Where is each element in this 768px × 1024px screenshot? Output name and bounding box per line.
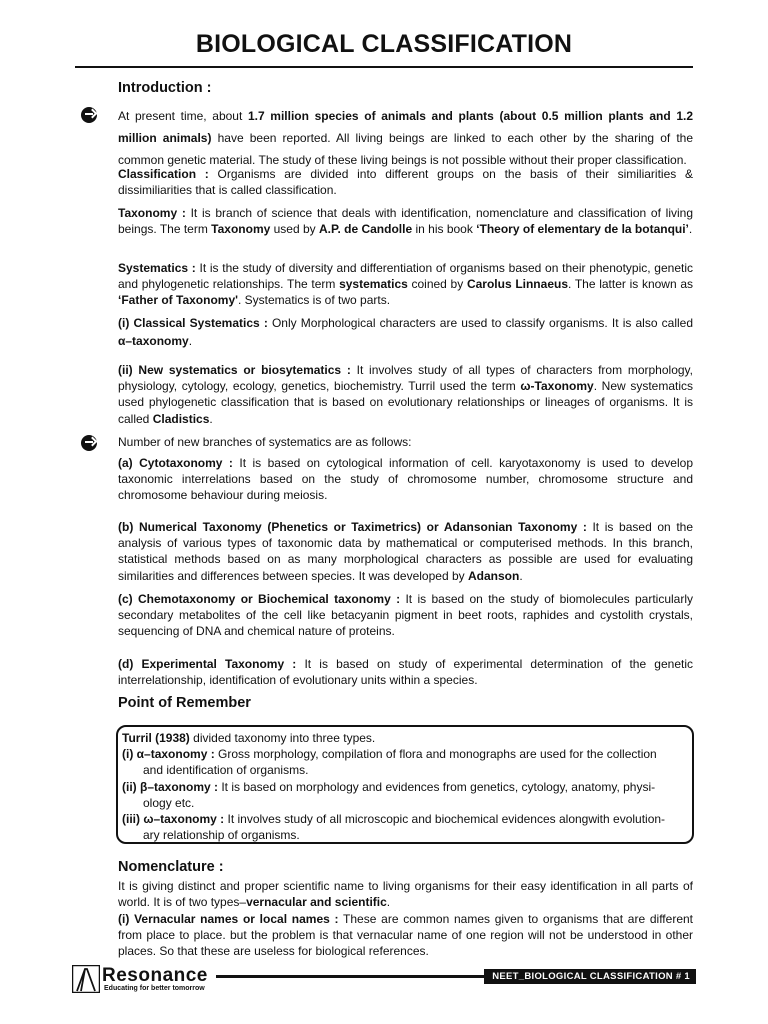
remember-intro: Turril (1938) divided taxonomy into three types.: [122, 731, 376, 745]
page-title: BIOLOGICAL CLASSIFICATION: [195, 30, 573, 58]
point-of-remember-heading: Point of Remember: [118, 695, 251, 711]
brand-name: Resonance: [102, 965, 208, 986]
brand-tagline: Educating for better tomorrow: [104, 985, 205, 992]
beta-taxonomy-item-cont: ology etc.: [143, 795, 195, 810]
new-systematics-paragraph: (ii) New systematics or biosytematics : It involves study of all types of characters from morphology, physiology, cytology, ecology, genetics, biochemistry. Turril used the term ω-Taxonomy. New systematics used phylogenetic classification that is based on evolutionary relationships or lineages of organisms. It is called Cladistics.: [118, 363, 693, 426]
remember-box: [116, 725, 694, 844]
page-footer: [72, 965, 696, 995]
experimental-taxonomy-paragraph: (d) Experimental Taxonomy : It is based on study of experimental determination of the genetic interrelationship, identification of evolutionary units within a species.: [118, 657, 693, 688]
branches-intro: Number of new branches of systematics are as follows:: [118, 435, 412, 449]
title-divider: [75, 66, 693, 68]
page-label: NEET_BIOLOGICAL CLASSIFICATION # 1: [484, 969, 696, 984]
resonance-logo-icon: [72, 965, 100, 993]
omega-taxonomy-item-cont: ary relationship of organisms.: [143, 828, 300, 843]
introduction-section: [118, 105, 693, 171]
systematics-paragraph: Systematics : It is the study of diversity and differentiation of organisms based on their phenotypic, genetic and phylogenetic relationships. The term systematics coined by Carolus Linnaeus. The latter is known as ‘Father of Taxonomy'. Systematics is of two parts.: [118, 261, 694, 308]
nomenclature-heading: Nomenclature :: [118, 859, 224, 875]
numerical-taxonomy-paragraph: (b) Numerical Taxonomy (Phenetics or Taximetrics) or Adansonian Taxonomy : It is based on the analysis of various types of taxonomic data by mathematical or computerised methods. In this branch, statistical methods based on as many morphological characters as possible are used for evaluating similarities and differences between species. It was developed by Adanson.: [118, 520, 693, 583]
taxonomy-paragraph: Taxonomy : It is branch of science that deals with identification, nomenclature and classification of living beings. The term Taxonomy used by A.P. de Candolle in his book ‘Theory of elementary de la botanqui’.: [118, 206, 694, 237]
alpha-taxonomy-item-cont: and identification of organisms.: [143, 763, 309, 778]
classical-systematics-paragraph: (i) Classical Systematics : Only Morphological characters are used to classify organisms. It is also called α–taxonomy.: [118, 316, 694, 348]
arrow-circle-icon: [81, 107, 97, 123]
beta-taxonomy-item: (ii) β–taxonomy : It is based on morphology and evidences from genetics, cytology, anatomy, physi-: [122, 779, 656, 794]
classification-paragraph: Classification : Organisms are divided into different groups on the basis of their similiarities & dissimiliarities that is called classification.: [118, 167, 693, 198]
vernacular-names-paragraph: (i) Vernacular names or local names : These are common names given to organisms that are different from place to place. but the problem is that vernacular name of one region will not be understood in other places. So that these are useless for biological references.: [118, 912, 693, 959]
omega-taxonomy-item: (iii) ω–taxonomy : It involves study of all microscopic and biochemical evidences alongwith evolution-: [122, 812, 666, 827]
alpha-taxonomy-item: (i) α–taxonomy : Gross morphology, compilation of flora and monographs are used for the collection: [122, 747, 657, 762]
cytotaxonomy-paragraph: (a) Cytotaxonomy : It is based on cytological information of cell. karyotaxonomy is used to develop taxonomic interrelations based on the study of chromosome number, chromosome structure and chromosome behaviour during meiosis.: [118, 456, 693, 503]
chemotaxonomy-paragraph: (c) Chemotaxonomy or Biochemical taxonomy : It is based on the study of biomolecules particularly secondary metabolites of the cell like betacyanin pigment in beet roots, raphides and cystolith crystals, sequencing of DNA and chemical nature of proteins.: [118, 592, 694, 639]
nomenclature-paragraph: It is giving distinct and proper scientific name to living organisms for their easy identification in all parts of world. It is of two types–vernacular and scientific.: [118, 879, 693, 910]
arrow-circle-icon: [81, 435, 97, 451]
introduction-heading: Introduction :: [118, 80, 212, 96]
intro-paragraph: At present time, about 1.7 million species of animals and plants (about 0.5 million plants and 1.2 million animals) have been reported. All living beings are linked to each other by the sharing of the common genetic material. The study of these living beings is not possible without their proper classification.: [118, 109, 694, 167]
